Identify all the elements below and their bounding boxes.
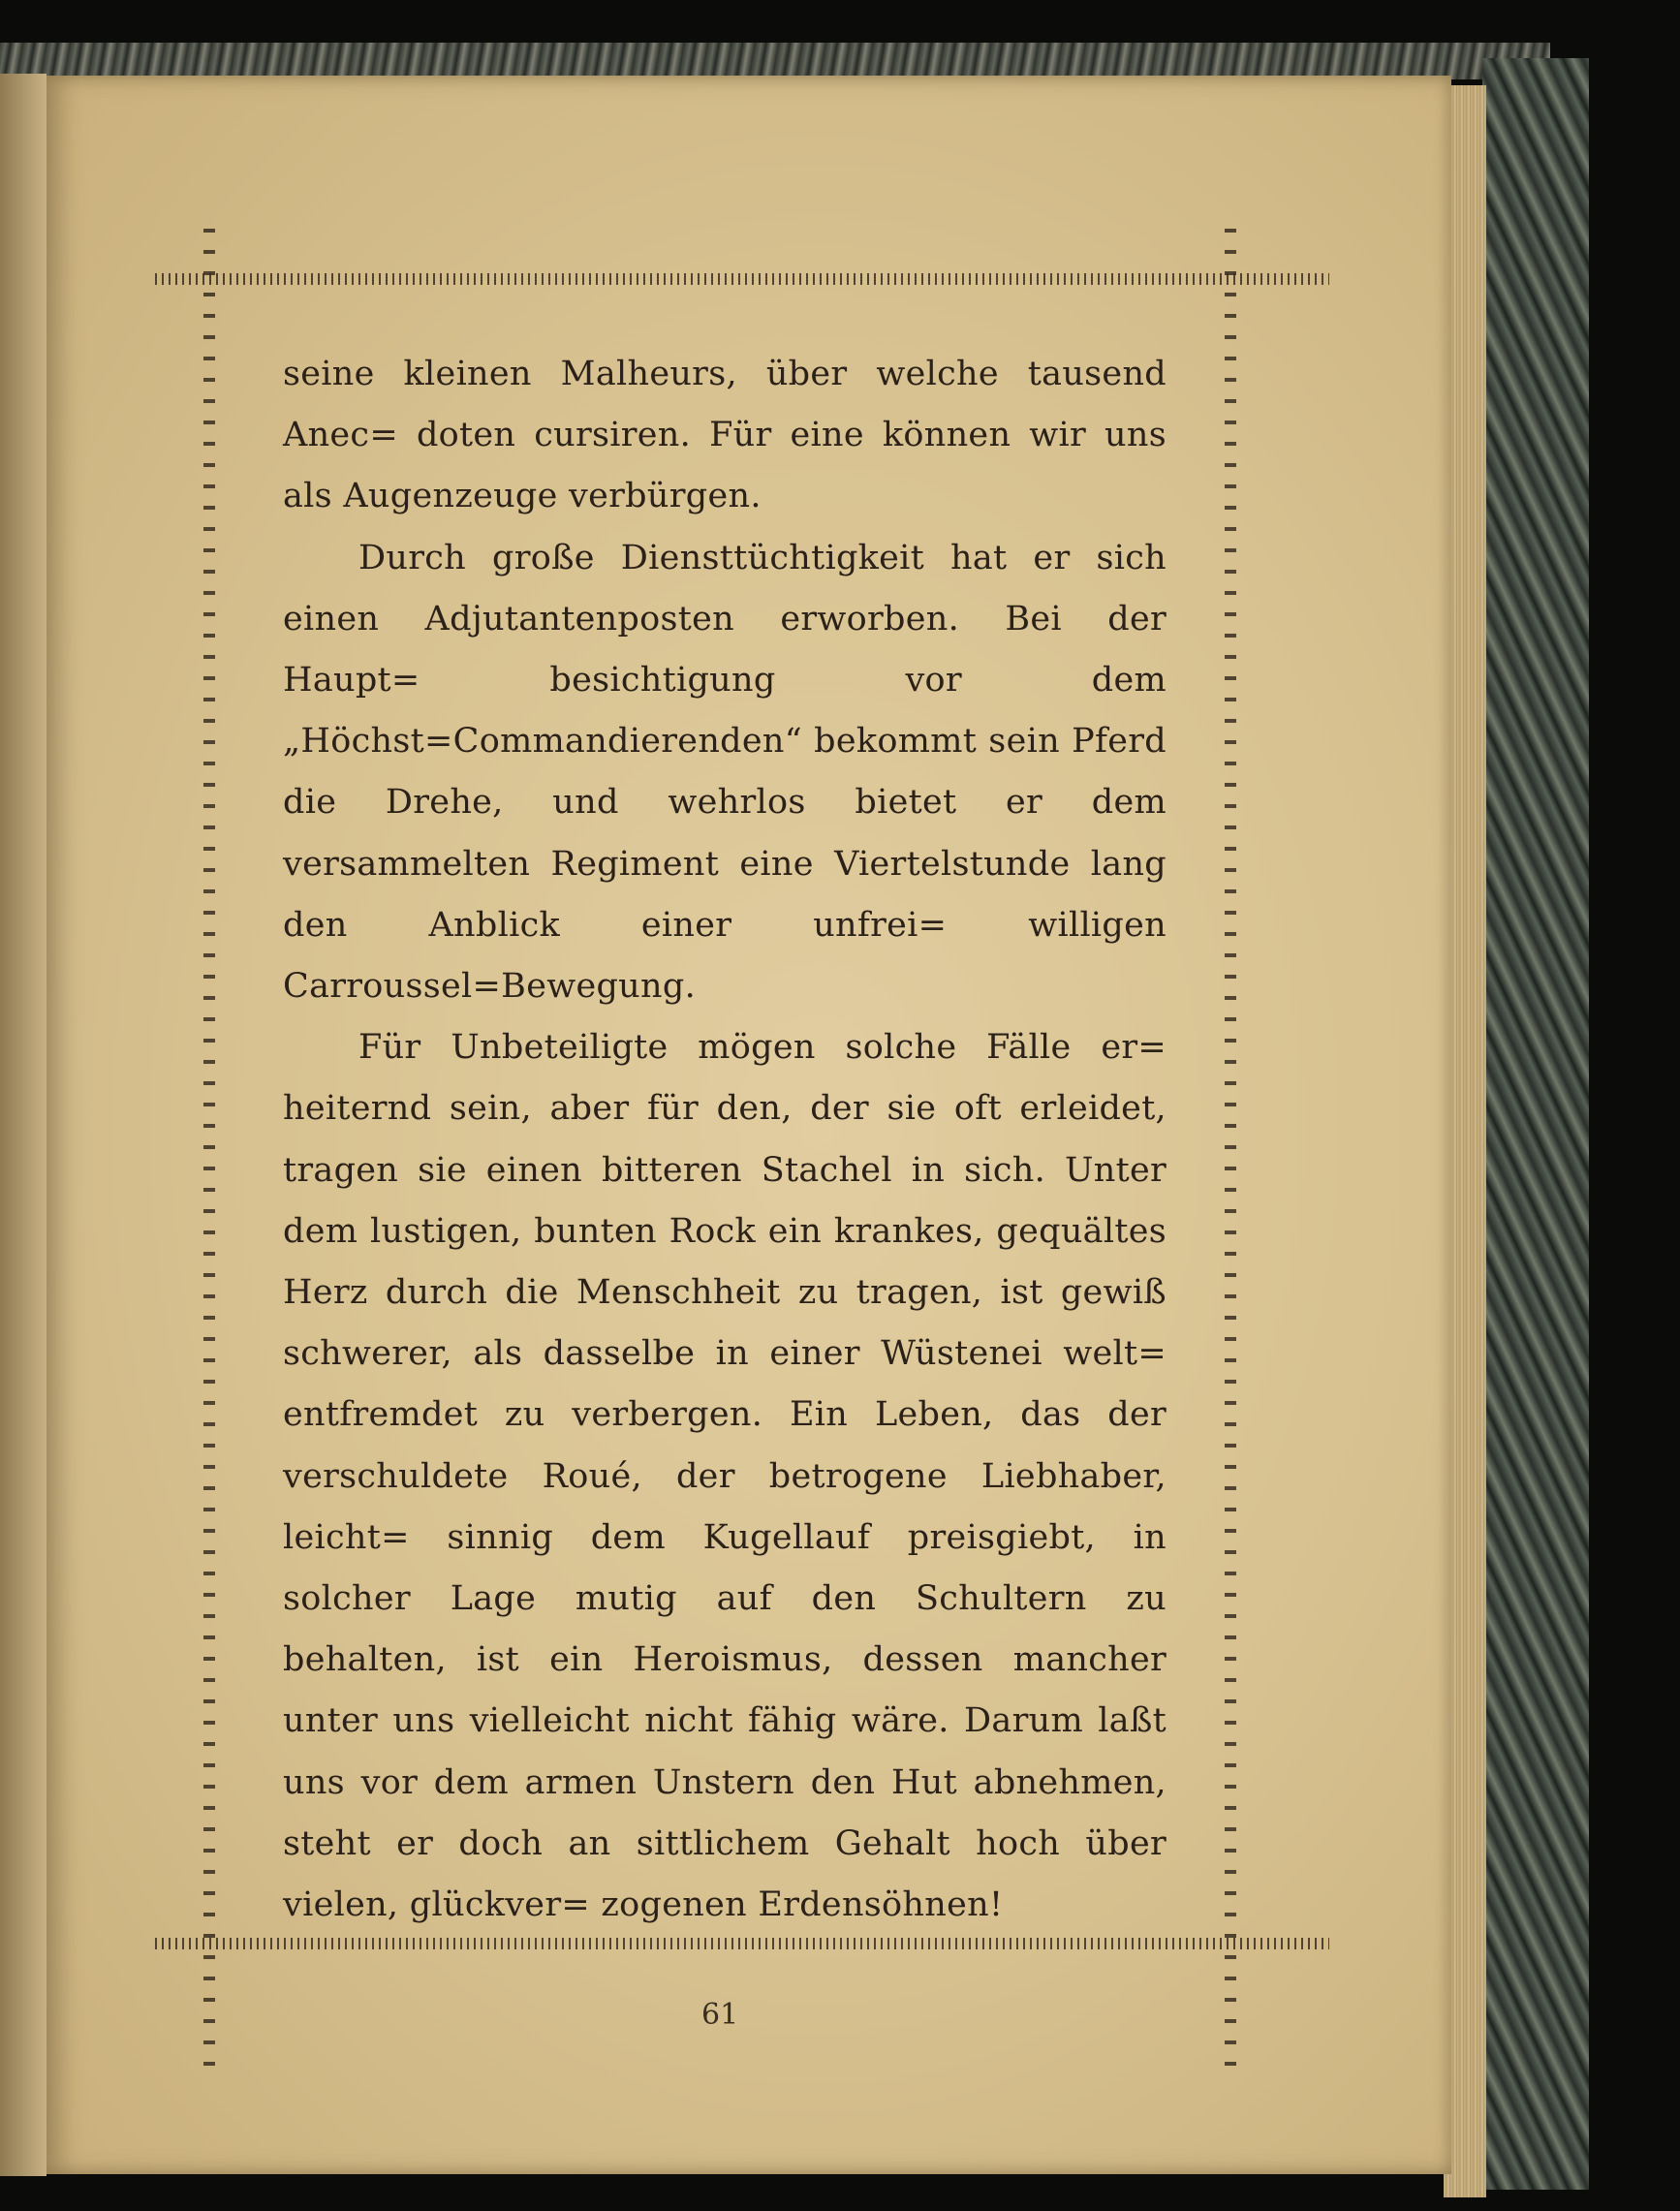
border-bottom-rule (155, 1938, 1329, 1949)
paragraph-3: Für Unbeteiligte mögen solche Fälle er= heiternd sein, aber für den, der sie oft erleidet, tragen sie einen bitteren Stachel in sich. Unter dem lustigen, bunten Rock ein krankes, gequältes Herz durch die Menschheit zu tragen, ist gewiß schwerer, als dasselbe in einer Wüstenei welt= entfremdet zu verbergen. Ein Leben, das der verschuldete Roué, der betrogene Liebhaber, leicht= sinnig dem Kugellauf preisgiebt, in solcher Lage mutig auf den Schultern zu behalten, ist ein Heroismus, dessen mancher unter uns vielleicht nicht fähig wäre. Darum laßt uns vor dem armen Unstern den Hut abnehmen, steht er doch an sittlichem Gehalt hoch über vielen, glückver= zogenen Erdensöhnen! (283, 1028, 1167, 1925)
facing-page-edge (0, 74, 47, 2176)
border-left-rule (203, 229, 215, 2070)
body-text (283, 344, 1167, 1936)
border-right-rule (1225, 229, 1236, 2070)
paragraph-1: seine kleinen Malheurs, über welche tausend Anec= doten cursiren. Für eine können wir uns als Augenzeuge verbürgen. (283, 355, 1167, 516)
page-number: 61 (701, 1998, 739, 2032)
book-cover-top (0, 43, 1550, 79)
border-top-rule (155, 273, 1329, 285)
book-cover-right (1482, 58, 1589, 2190)
paragraph-2: Durch große Diensttüchtigkeit hat er sich einen Adjutantenposten erworben. Bei der Haupt= besichtigung vor dem „Höchst=Commandierenden“ bekommt sein Pferd die Drehe, und wehrlos bietet er dem versammelten Regiment eine Viertelstunde lang den Anblick einer unfrei= willigen Carroussel=Bewegung. (283, 538, 1167, 1007)
